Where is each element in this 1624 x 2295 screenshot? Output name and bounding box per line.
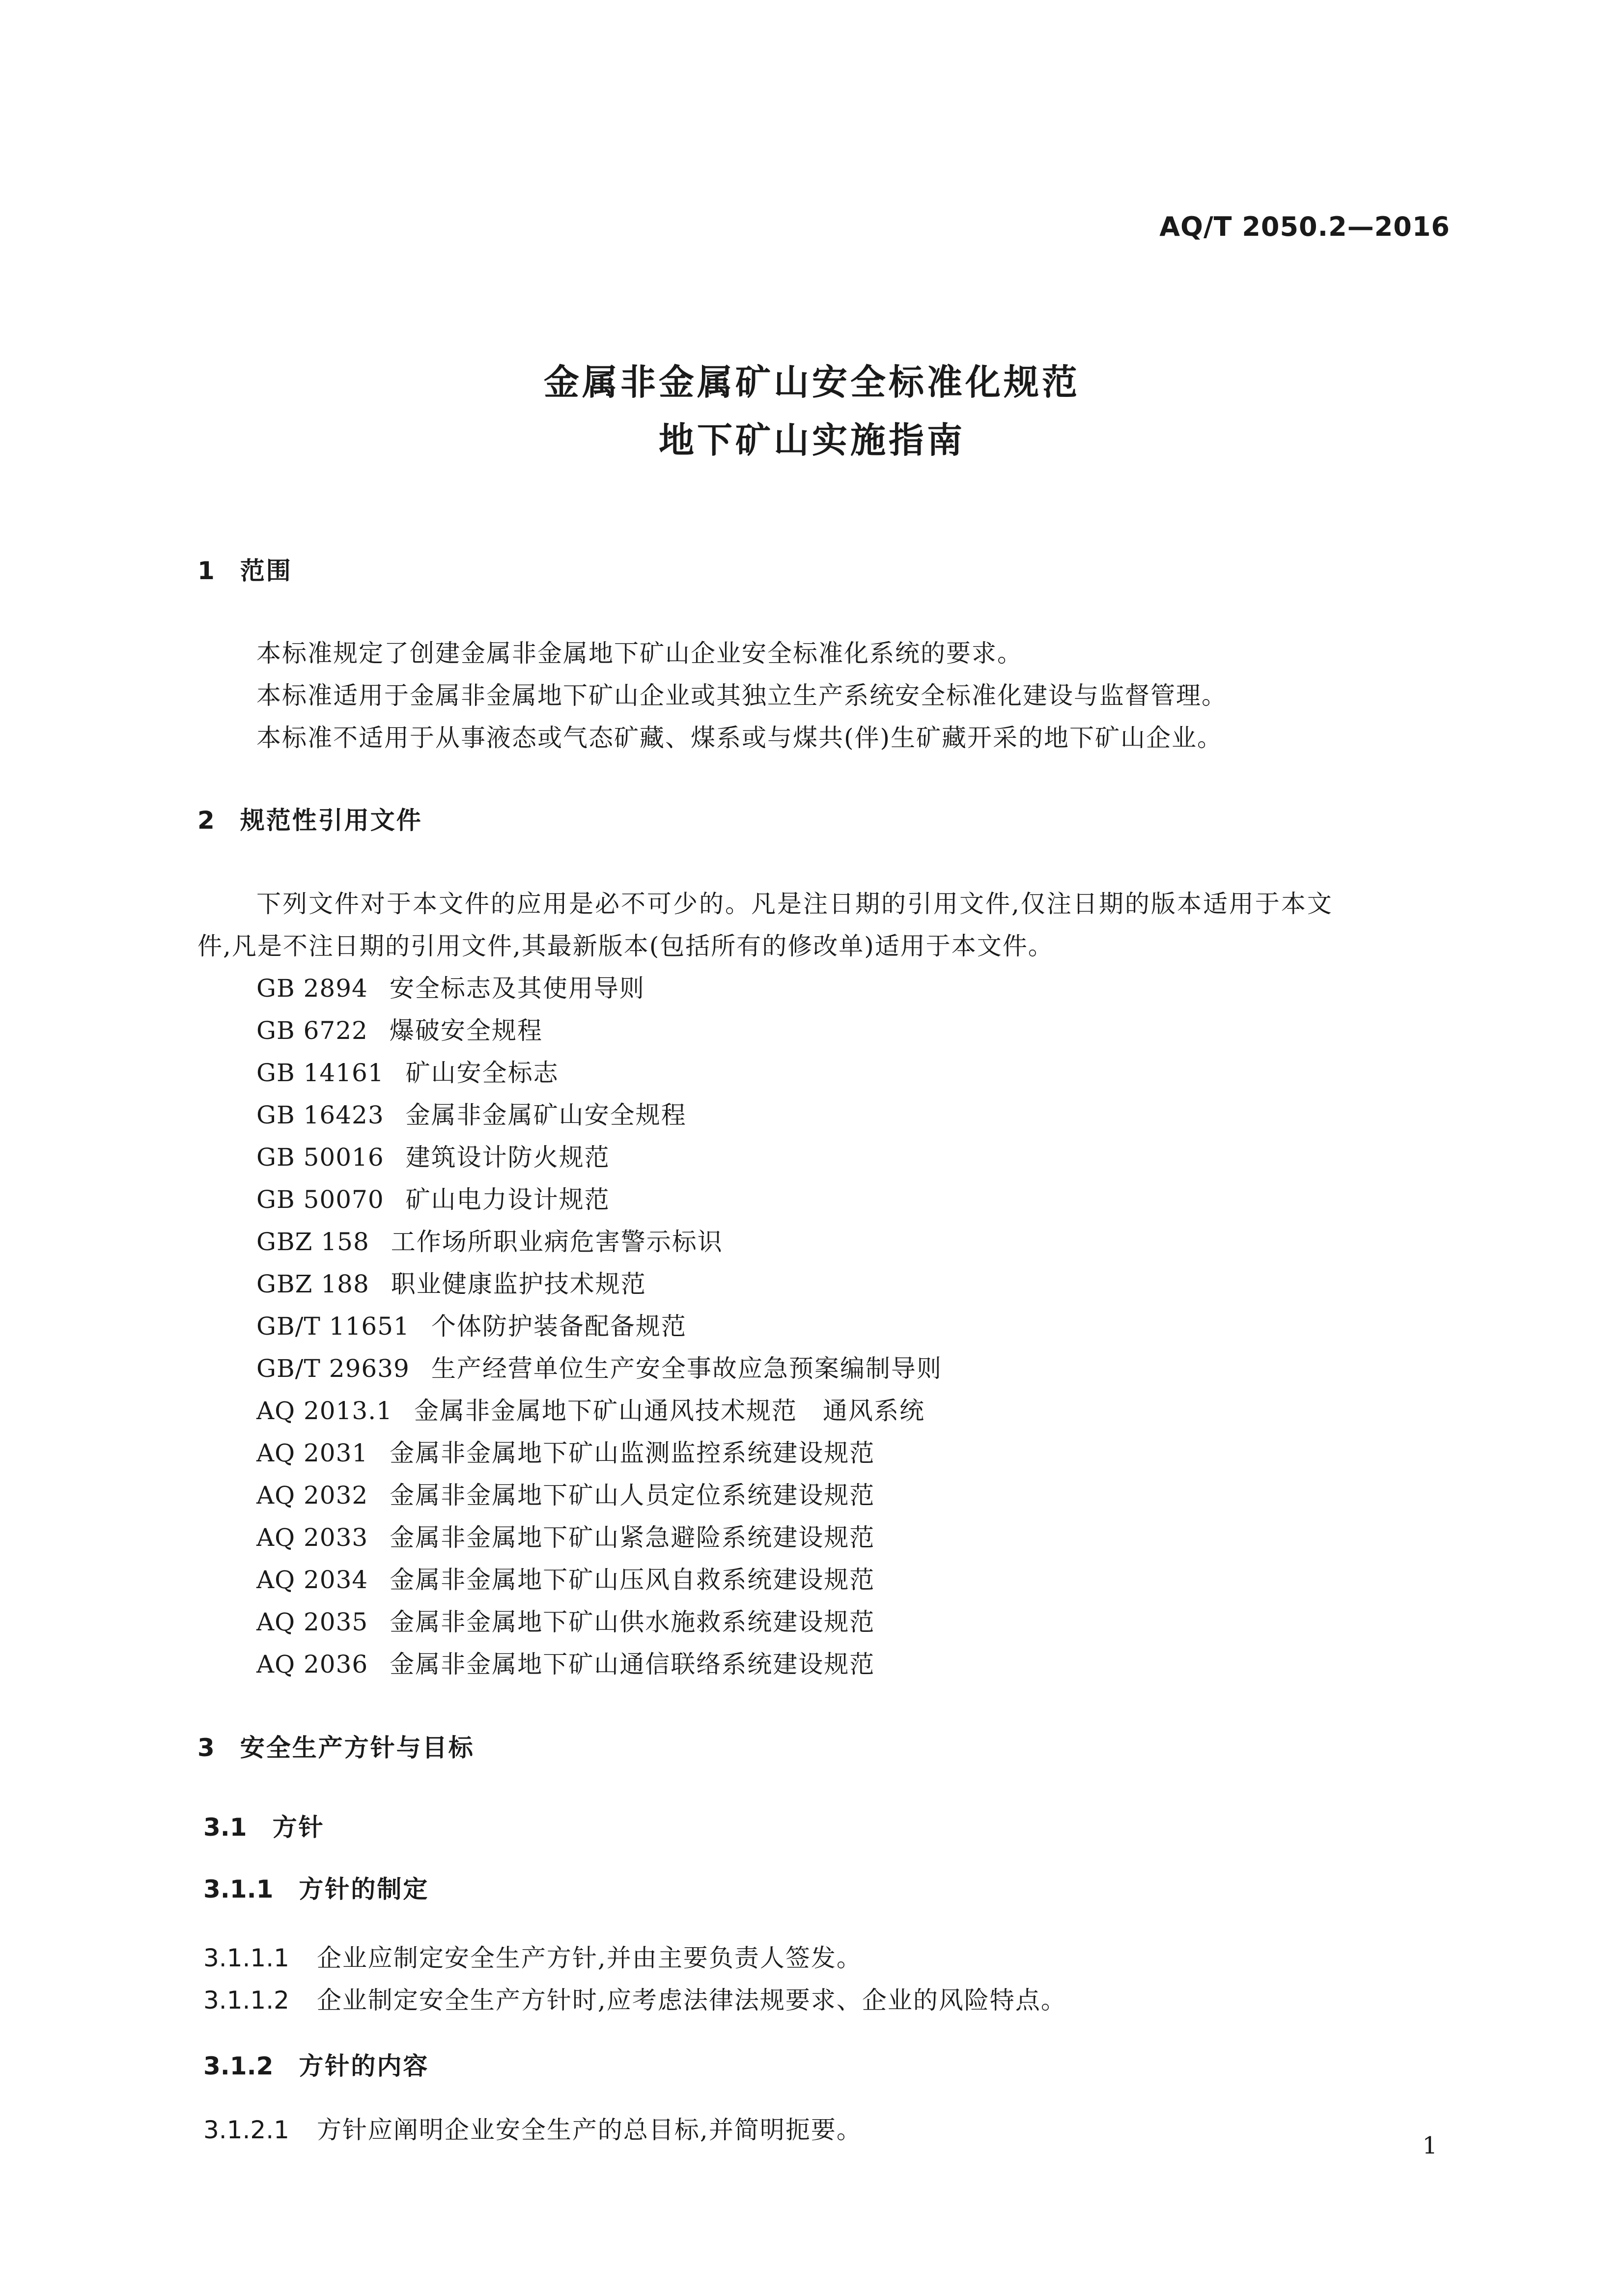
- reference-code: GB/T 29639: [256, 1354, 410, 1383]
- reference-code: AQ 2013.1: [256, 1397, 392, 1425]
- clause-text: 企业制定安全生产方针时,应考虑法律法规要求、企业的风险特点。: [316, 1986, 1066, 2015]
- reference-name: 金属非金属地下矿山人员定位系统建设规范: [390, 1481, 875, 1510]
- subsection-number: 3.1: [203, 1813, 247, 1842]
- reference-code: GB 50070: [256, 1185, 384, 1214]
- references-intro-line-1: 下列文件对于本文件的应用是必不可少的。凡是注日期的引用文件,仅注日期的版本适用于本文: [256, 890, 1333, 918]
- clause-3-1-1-2: [203, 1981, 1066, 2016]
- reference-code: AQ 2031: [256, 1439, 368, 1467]
- clause-text: 方针应阐明企业安全生产的总目标,并简明扼要。: [316, 2116, 862, 2144]
- reference-code: GB 16423: [256, 1101, 384, 1129]
- clause-number: 3.1.1.2: [203, 1986, 289, 2015]
- reference-item: [256, 1053, 559, 1089]
- reference-name: 生产经营单位生产安全事故应急预案编制导则: [431, 1354, 942, 1383]
- section-heading-policy: [197, 1728, 475, 1763]
- subsection-number: 3.1.2: [203, 2052, 274, 2080]
- subsection-heading-3-1: [203, 1808, 325, 1843]
- reference-code: AQ 2036: [256, 1650, 368, 1679]
- reference-name: 个体防护装备配备规范: [431, 1312, 687, 1341]
- subsection-title: 方针的内容: [299, 2052, 429, 2080]
- reference-item: [256, 1560, 875, 1595]
- references-intro-line-2: 件,凡是不注日期的引用文件,其最新版本(包括所有的修改单)适用于本文件。: [197, 932, 1054, 960]
- scope-paragraph-2: 本标准适用于金属非金属地下矿山企业或其独立生产系统安全标准化建设与监督管理。: [256, 681, 1227, 710]
- reference-name: 爆破安全规程: [389, 1016, 543, 1045]
- document-title-line-2: 地下矿山实施指南: [658, 420, 965, 461]
- section-heading-references: [197, 801, 422, 836]
- reference-name: 矿山安全标志: [405, 1059, 559, 1087]
- reference-code: GBZ 188: [256, 1270, 369, 1298]
- subsection-title: 方针的制定: [299, 1875, 429, 1903]
- reference-name: 金属非金属地下矿山通风技术规范 通风系统: [414, 1397, 925, 1425]
- subsection-heading-3-1-1: [203, 1870, 429, 1905]
- reference-code: GB 2894: [256, 974, 368, 1003]
- subsection-title: 方针: [272, 1813, 325, 1842]
- section-heading-scope: [197, 551, 292, 587]
- scope-paragraph-3: 本标准不适用于从事液态或气态矿藏、煤系或与煤共(伴)生矿藏开采的地下矿山企业。: [256, 724, 1223, 752]
- section-title: 范围: [240, 557, 292, 585]
- reference-code: AQ 2033: [256, 1523, 368, 1552]
- reference-item: [256, 1095, 687, 1131]
- reference-item: [256, 1180, 610, 1215]
- scope-paragraph-1: 本标准规定了创建金属非金属地下矿山企业安全标准化系统的要求。: [256, 639, 1023, 668]
- reference-item: [256, 1349, 942, 1384]
- clause-3-1-2-1: [203, 2110, 862, 2146]
- reference-code: AQ 2034: [256, 1566, 368, 1594]
- clause-text: 企业应制定安全生产方针,并由主要负责人签发。: [316, 1944, 862, 1972]
- reference-name: 建筑设计防火规范: [405, 1143, 610, 1172]
- reference-name: 金属非金属地下矿山紧急避险系统建设规范: [390, 1523, 875, 1552]
- reference-item: [256, 969, 645, 1004]
- reference-code: AQ 2032: [256, 1481, 368, 1510]
- reference-item: [256, 1222, 723, 1258]
- reference-name: 金属非金属地下矿山供水施救系统建设规范: [390, 1608, 875, 1636]
- reference-code: GB/T 11651: [256, 1312, 410, 1341]
- reference-code: AQ 2035: [256, 1608, 368, 1636]
- reference-item: [256, 1602, 875, 1638]
- section-title: 安全生产方针与目标: [240, 1734, 475, 1762]
- reference-item: [256, 1645, 875, 1680]
- clause-number: 3.1.1.1: [203, 1944, 289, 1972]
- reference-name: 职业健康监护技术规范: [391, 1270, 646, 1298]
- standard-code: AQ/T 2050.2—2016: [1159, 211, 1450, 242]
- reference-item: [256, 1476, 875, 1511]
- reference-code: GB 14161: [256, 1059, 384, 1087]
- reference-name: 矿山电力设计规范: [405, 1185, 610, 1214]
- subsection-heading-3-1-2: [203, 2046, 429, 2082]
- reference-name: 金属非金属矿山安全规程: [405, 1101, 687, 1129]
- subsection-number: 3.1.1: [203, 1875, 274, 1903]
- reference-item: [256, 1391, 925, 1427]
- reference-item: [256, 1264, 646, 1300]
- page-number: 1: [1422, 2132, 1437, 2159]
- reference-name: 工作场所职业病危害警示标识: [391, 1228, 723, 1256]
- reference-item: [256, 1518, 875, 1553]
- reference-name: 金属非金属地下矿山通信联络系统建设规范: [390, 1650, 875, 1679]
- reference-code: GB 50016: [256, 1143, 384, 1172]
- reference-item: [256, 1011, 543, 1046]
- section-number: 1: [197, 557, 215, 585]
- clause-3-1-1-1: [203, 1938, 862, 1974]
- reference-item: [256, 1433, 875, 1469]
- document-title-line-1: 金属非金属矿山安全标准化规范: [543, 362, 1080, 403]
- reference-code: GB 6722: [256, 1016, 368, 1045]
- section-title: 规范性引用文件: [240, 806, 422, 835]
- clause-number: 3.1.2.1: [203, 2116, 289, 2144]
- section-number: 3: [197, 1734, 215, 1762]
- section-number: 2: [197, 806, 215, 835]
- reference-item: [256, 1138, 610, 1173]
- reference-name: 安全标志及其使用导则: [389, 974, 645, 1003]
- reference-name: 金属非金属地下矿山压风自救系统建设规范: [390, 1566, 875, 1594]
- reference-item: [256, 1307, 687, 1342]
- reference-name: 金属非金属地下矿山监测监控系统建设规范: [390, 1439, 875, 1467]
- reference-code: GBZ 158: [256, 1228, 369, 1256]
